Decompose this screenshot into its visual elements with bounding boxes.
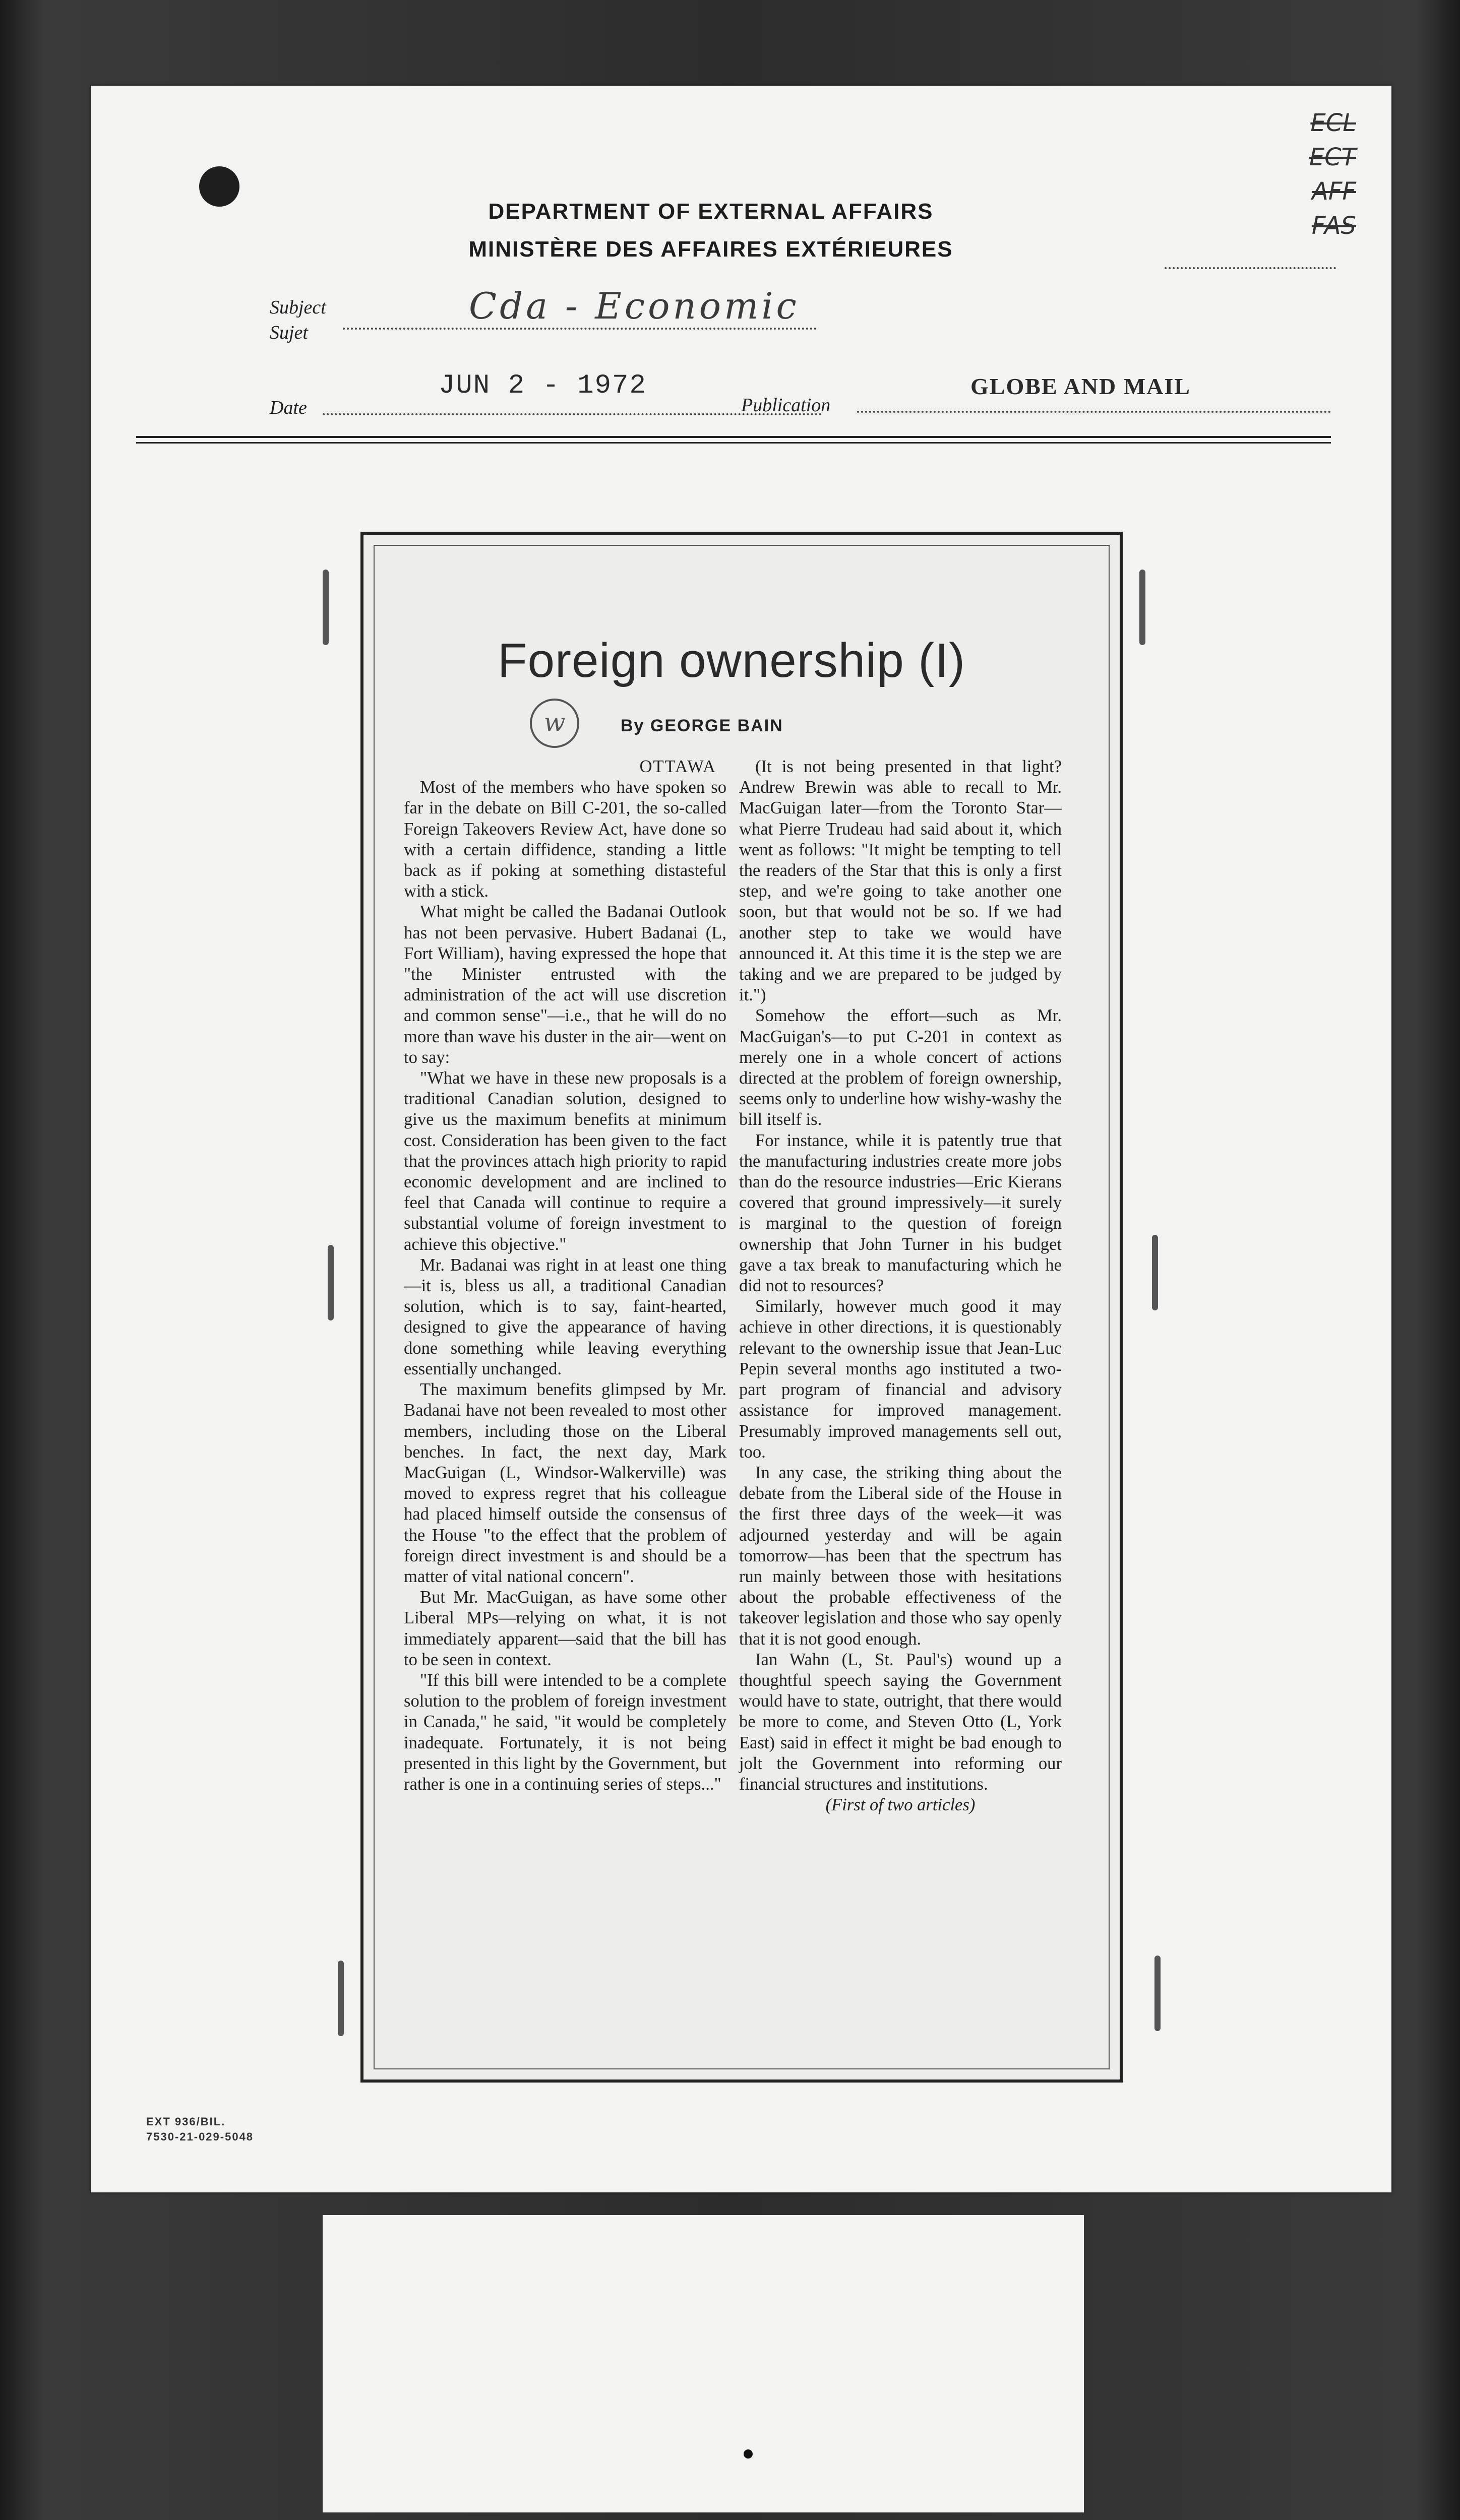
article-paragraph: (It is not being presented in that light? Andrew Brewin was able to recall to Mr. MacGuigan later—from the Toronto Star—what Pierre Trudeau had said about it, which went as follows: "It might be tempting to tell the readers of the Star that this is only a first step, and we're going to take another one soon, but that would not be so. If we had another step to take we would have announced it. At this time it is the step we are taking and we are prepared to be judged by it.") xyxy=(739,757,1062,1005)
article-paragraph: Mr. Badanai was right in at least one thing—it is, bless us all, a traditional Canadian solution, which is to say, faint-hearted, designed to give the appearance of having done something while leaving everything essentially unchanged. xyxy=(404,1255,726,1378)
form-code xyxy=(146,2114,254,2145)
article-paragraph: Ian Wahn (L, St. Paul's) wound up a thoughtful speech saying the Government would have to state, outright, that there would be more to come, and Steven Otto (L, York East) said in effect it might be bad enough to jolt the Government into reforming our financial structures and institutions. xyxy=(739,1650,1062,1794)
article-column-right xyxy=(739,757,1062,1815)
routing-marks xyxy=(1215,106,1356,243)
article-paragraph: In any case, the striking thing about the debate from the Liberal side of the House in the first three days of the week—it was adjourned yesterday and will be again tomorrow—has been that the spectrum has run mainly between those with hesitations about the probable effectiveness of the takeover legislation and those who say openly that it is not good enough. xyxy=(739,1463,1062,1649)
article-paragraph: Somehow the effort—such as Mr. MacGuigan's—to put C-201 in context as merely one in a whole concert of actions directed at the problem of foreign ownership, seems only to underline how wishy-washy the bill itself is. xyxy=(739,1006,1062,1129)
department-name-french: MINISTÈRE DES AFFAIRES EXTÉRIEURES xyxy=(468,237,953,262)
routing-dotline xyxy=(1165,267,1336,269)
staple-mark xyxy=(323,570,329,645)
subject-label: Subject xyxy=(270,297,326,318)
article-headline: Foreign ownership (I) xyxy=(497,634,966,687)
staple-mark xyxy=(1152,1235,1158,1310)
article-paragraph: "What we have in these new proposals is a traditional Canadian solution, designed to give us the maximum benefits at minimum cost. Consideration has been given to the fact that the provinces attach high priority to rapid economic development and are inclined to feel that Canada will continue to require a substantial volume of foreign investment to achieve this objective." xyxy=(404,1068,726,1254)
date-stamp: JUN 2 - 1972 xyxy=(439,370,647,401)
clipping-form-sheet xyxy=(91,86,1391,2192)
staple-mark xyxy=(1154,1956,1161,2031)
article-paragraph: The maximum benefits glimpsed by Mr. Badanai have not been revealed to most other members, including those on the Liberal benches. In fact, the next day, Mark MacGuigan (L, Windsor-Walkerville) was moved to express regret that his colleague had placed himself outside the consensus of the House "to the effect that the problem of foreign direct investment is and should be a matter of vital national concern". xyxy=(404,1380,726,1586)
date-label: Date xyxy=(270,397,307,418)
article-paragraph: Most of the members who have spoken so far in the debate on Bill C-201, the so-called Foreign Takeovers Review Act, have done so with a certain diffidence, standing a little back as if poking at something distasteful with a stick. xyxy=(404,778,726,901)
form-number: EXT 936/BIL. xyxy=(146,2115,226,2128)
staple-mark xyxy=(1139,570,1145,645)
article-signoff: (First of two articles) xyxy=(825,1795,976,1815)
article-paragraph: What might be called the Badanai Outlook has not been pervasive. Hubert Badanai (L, Fort William), having expressed the hope that "the Minister entrusted with the administration of the act will use discretion and common sense"—i.e., that he will do no more than wave his duster in the air—went on to say: xyxy=(404,902,726,1067)
article-paragraph: "If this bill were intended to be a complete solution to the problem of foreign investment in Canada," he said, "it would be completely inadequate. Fortunately, it is not being presented in this light by the Government, but rather is one in a continuing series of steps..." xyxy=(404,1670,726,1794)
publication-label: Publication xyxy=(741,395,831,416)
publication-name: GLOBE AND MAIL xyxy=(970,373,1191,399)
routing-mark: AFF xyxy=(1311,177,1356,206)
routing-mark: ECT xyxy=(1309,143,1356,171)
stock-number: 7530-21-029-5048 xyxy=(146,2130,254,2143)
article-column-left xyxy=(404,757,726,1795)
department-name-english: DEPARTMENT OF EXTERNAL AFFAIRS xyxy=(488,199,934,224)
article-paragraph: For instance, while it is patently true that the manufacturing industries create more jobs than do the resource industries—Eric Kierans covered that ground impressively—it surely is marginal to the question of foreign ownership that John Turner in his budget gave a tax break to manufacturing which he did not to resources? xyxy=(739,1130,1062,1296)
article-byline: By GEORGE BAIN xyxy=(621,716,783,735)
header-divider xyxy=(136,436,1331,444)
slip-mark xyxy=(744,2449,753,2459)
sujet-label: Sujet xyxy=(270,322,308,343)
publication-dotline xyxy=(857,411,1331,413)
subject-dotline xyxy=(343,328,817,330)
routing-mark: ECL xyxy=(1310,109,1356,137)
staple-mark xyxy=(338,1961,344,2036)
article-dateline: OTTAWA xyxy=(639,757,716,776)
blank-slip xyxy=(323,2215,1084,2512)
routing-mark: FAS xyxy=(1311,212,1356,240)
article-paragraph: Similarly, however much good it may achieve in other directions, it is questionably relevant to the ownership issue that Jean-Luc Pepin several months ago instituted a two-part program of financial and advisory assistance for improved management. Presumably improved managements sell out, too. xyxy=(739,1297,1062,1462)
subject-handwritten-value: Cda - Economic xyxy=(469,285,800,327)
article-paragraph: But Mr. MacGuigan, as have some other Liberal MPs—relying on what, it is not immediately apparent—said that the bill has to be seen in context. xyxy=(404,1588,726,1669)
newspaper-clipping xyxy=(360,532,1123,2083)
handwritten-circle-mark: w xyxy=(530,699,579,748)
staple-mark xyxy=(328,1245,334,1320)
